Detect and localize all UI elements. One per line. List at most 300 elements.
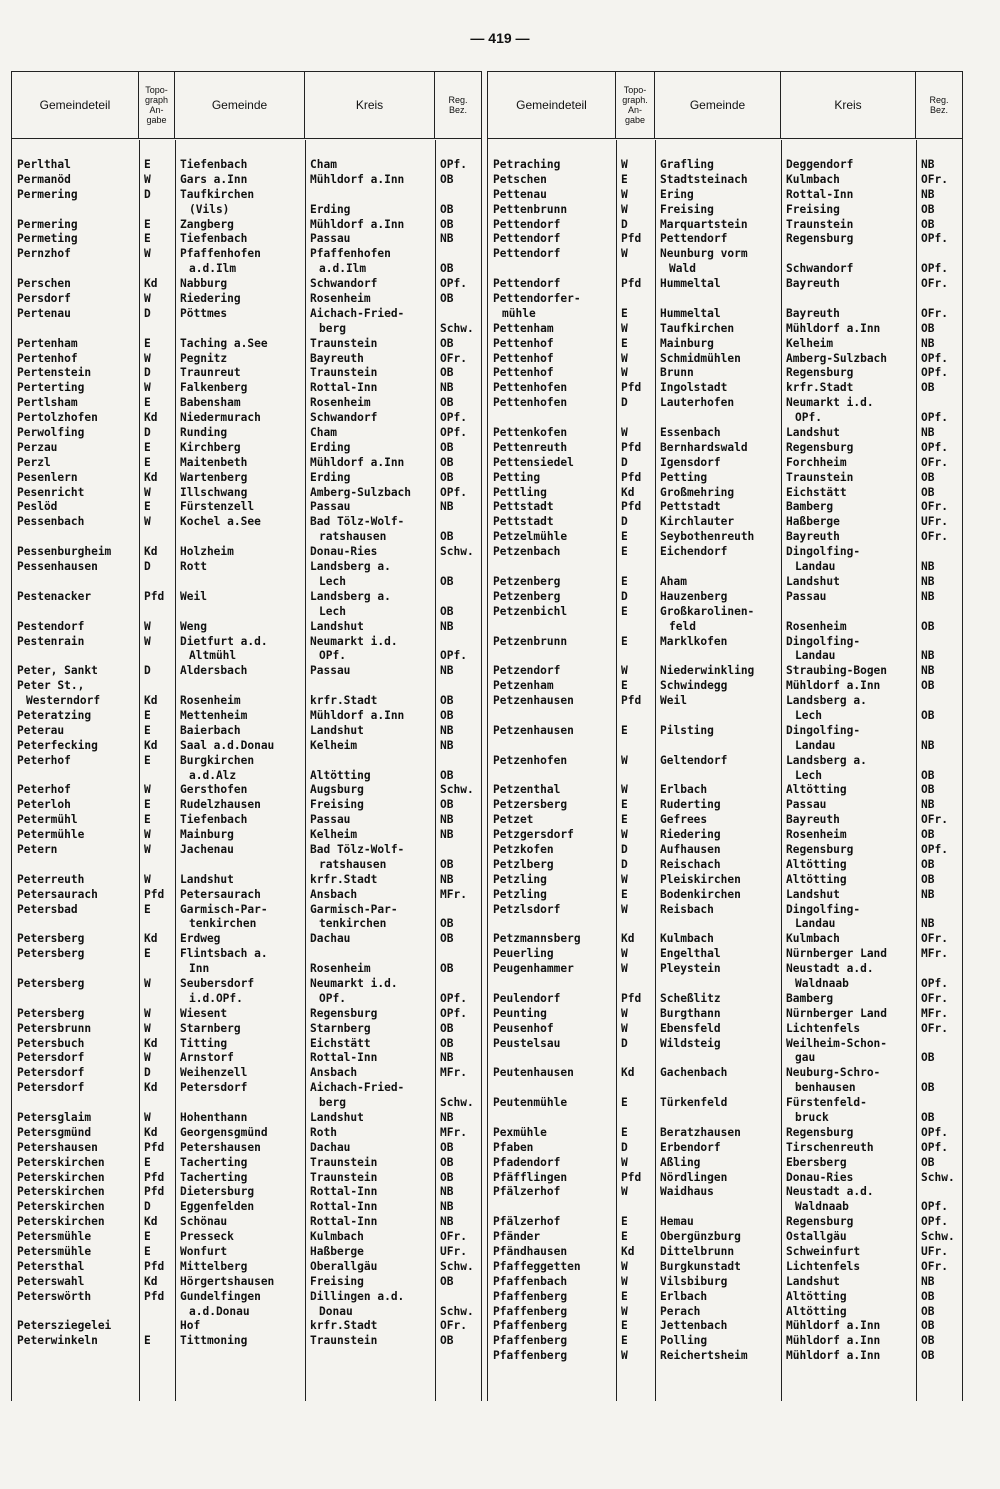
left-table-header [12, 72, 481, 139]
cell-regbez: NB [440, 828, 454, 842]
table-row [488, 1007, 962, 1022]
cell-topo: Kd [144, 1036, 158, 1050]
cell-topo: W [144, 976, 151, 990]
cell-regbez: MFr. [921, 1006, 948, 1020]
cell-gemeinde: Petersdorf [180, 1081, 248, 1095]
cell-regbez: OPf. [921, 232, 948, 246]
cell-gemeinde: Dietfurt a.d. [180, 634, 268, 648]
cell-kreis: Schwandorf [310, 411, 378, 425]
cell-gemeinde [655, 917, 781, 932]
table-row [12, 873, 481, 888]
cell-kreis: Bad Tölz-Wolf- [310, 515, 405, 529]
cell-topo: W [621, 1021, 628, 1035]
cell-kreis: Roth [310, 1125, 337, 1139]
cell-gemeindeteil: Petzlberg [493, 857, 554, 871]
cell-gemeindeteil: Perwolfing [17, 426, 85, 440]
cell-topo [616, 917, 655, 932]
cell-gemeindeteil: Permanöd [17, 172, 71, 186]
cell-topo: W [621, 366, 628, 380]
cell-topo [616, 1081, 655, 1096]
cell-topo: E [621, 306, 628, 320]
cell-gemeindeteil: Pertenstein [17, 366, 92, 380]
cell-regbez: OB [440, 292, 454, 306]
cell-regbez: OB [440, 574, 454, 588]
cell-gemeinde [655, 1051, 781, 1066]
cell-gemeindeteil: Petraching [493, 158, 561, 171]
cell-kreis: ratshausen [319, 857, 387, 871]
table-row [488, 441, 962, 456]
cell-gemeindeteil: Petersmühle [17, 1230, 92, 1244]
table-row [488, 1126, 962, 1141]
table-row [488, 322, 962, 337]
table-row [488, 858, 962, 873]
cell-gemeinde: Hof [180, 1319, 201, 1333]
cell-topo: E [621, 1334, 628, 1348]
cell-gemeinde: Kulmbach [660, 932, 714, 946]
cell-regbez: OFr. [921, 932, 948, 946]
cell-regbez: UFr. [440, 1245, 467, 1259]
table-row [12, 1051, 481, 1066]
cell-gemeindeteil: Pfaffenberg [493, 1289, 568, 1303]
table-row [12, 798, 481, 813]
cell-gemeinde: Schmidmühlen [660, 351, 741, 365]
cell-kreis: Passau [310, 664, 351, 678]
cell-kreis: Bayreuth [310, 351, 364, 365]
cell-gemeindeteil: Pettenham [493, 321, 554, 335]
cell-gemeinde: Burgthann [660, 1006, 721, 1020]
table-row [12, 635, 481, 650]
cell-gemeinde: Bodenkirchen [660, 887, 741, 901]
cell-regbez: MFr. [440, 887, 467, 901]
left-table [11, 71, 482, 1401]
cell-gemeindeteil: Petersbrunn [17, 1021, 92, 1035]
cell-regbez: OB [440, 262, 454, 276]
cell-topo: D [144, 366, 151, 380]
cell-gemeinde: Saal a.d.Donau [180, 738, 275, 752]
cell-gemeinde: Hemau [660, 1215, 694, 1229]
table-row [488, 888, 962, 903]
cell-regbez [916, 635, 962, 650]
cell-gemeindeteil: Peterau [17, 723, 65, 737]
cell-topo: Kd [144, 470, 158, 484]
table-row [12, 843, 481, 858]
table-row [12, 1230, 481, 1245]
cell-regbez: NB [440, 1051, 454, 1065]
table-row [488, 560, 962, 575]
cell-gemeindeteil: Petersgmünd [17, 1125, 92, 1139]
cell-gemeindeteil: Peter St., [17, 679, 85, 693]
cell-gemeindeteil: Westerndorf [26, 694, 101, 708]
cell-topo: Pfd [144, 887, 165, 901]
table-row [12, 917, 481, 932]
cell-topo: D [144, 426, 151, 440]
table-row [12, 1260, 481, 1275]
cell-gemeindeteil: Pettenhof [493, 336, 554, 350]
cell-gemeinde: Schönau [180, 1215, 228, 1229]
cell-regbez: OPf. [921, 440, 948, 454]
cell-gemeindeteil [12, 575, 139, 590]
cell-topo [616, 560, 655, 575]
cell-regbez: OB [921, 202, 935, 216]
cell-regbez: OPf. [921, 351, 948, 365]
table-row [488, 917, 962, 932]
cell-topo: W [144, 842, 151, 856]
cell-gemeindeteil: Petzenham [493, 679, 554, 693]
cell-topo [616, 1051, 655, 1066]
cell-gemeindeteil [488, 1051, 616, 1066]
cell-gemeinde: Riedering [180, 292, 241, 306]
cell-gemeindeteil: Peterskirchen [17, 1200, 105, 1214]
cell-gemeindeteil: Petzenberg [493, 574, 561, 588]
cell-topo: W [144, 485, 151, 499]
table-row [12, 203, 481, 218]
cell-gemeinde: Seubersdorf [180, 976, 255, 990]
cell-gemeinde: feld [669, 619, 696, 633]
cell-topo: Kd [621, 485, 635, 499]
cell-gemeindeteil: Petzenthal [493, 783, 561, 797]
table-row [12, 500, 481, 515]
cell-gemeindeteil: Peterhof [17, 753, 71, 767]
cell-gemeinde [655, 1081, 781, 1096]
cell-gemeinde: Großmehring [660, 485, 735, 499]
cell-gemeindeteil [12, 605, 139, 620]
table-row [488, 947, 962, 962]
cell-topo: E [144, 396, 151, 410]
cell-gemeinde: Kochel a.See [180, 515, 261, 529]
cell-kreis: Kulmbach [786, 932, 840, 946]
left-column-divider [139, 140, 140, 1401]
cell-gemeinde: Garmisch-Par- [180, 902, 268, 916]
cell-gemeinde: Tittmoning [180, 1334, 248, 1348]
table-row [488, 620, 962, 635]
cell-kreis: Lech [795, 768, 822, 782]
cell-kreis: Kulmbach [786, 172, 840, 186]
cell-regbez: Schw. [440, 1259, 474, 1273]
table-row [12, 515, 481, 530]
cell-regbez [916, 396, 962, 411]
cell-topo: W [621, 828, 628, 842]
cell-gemeindeteil: Petersdorf [17, 1066, 85, 1080]
cell-gemeindeteil: Pfaben [493, 1140, 534, 1154]
cell-gemeinde: Titting [180, 1036, 228, 1050]
cell-gemeinde: Fürstenzell [180, 500, 255, 514]
cell-regbez: OB [440, 798, 454, 812]
cell-gemeindeteil [12, 962, 139, 977]
table-row [488, 1156, 962, 1171]
cell-regbez: OB [921, 1155, 935, 1169]
cell-gemeindeteil: Pertenau [17, 306, 71, 320]
table-row [12, 664, 481, 679]
cell-regbez: OB [440, 396, 454, 410]
cell-gemeinde [175, 679, 305, 694]
table-row [488, 1141, 962, 1156]
cell-kreis: Starnberg [310, 1021, 371, 1035]
table-row [12, 352, 481, 367]
cell-regbez: OB [921, 1304, 935, 1318]
table-row [12, 1290, 481, 1305]
cell-topo [139, 962, 175, 977]
cell-gemeindeteil [12, 649, 139, 664]
cell-gemeindeteil [12, 992, 139, 1007]
cell-kreis [305, 947, 435, 962]
cell-regbez: OB [921, 1349, 935, 1363]
cell-kreis: Landshut [310, 723, 364, 737]
table-row [488, 456, 962, 471]
cell-gemeindeteil: Petzenberg [493, 589, 561, 603]
table-row [12, 813, 481, 828]
cell-gemeinde: Perach [660, 1304, 701, 1318]
cell-kreis: Regensburg [786, 232, 854, 246]
cell-topo: Pfd [621, 470, 642, 484]
cell-kreis: Traunstein [310, 1334, 378, 1348]
cell-kreis: Weilheim-Schon- [786, 1036, 888, 1050]
cell-gemeinde: Erlbach [660, 783, 708, 797]
cell-topo: Kd [621, 1066, 635, 1080]
cell-gemeindeteil [12, 917, 139, 932]
cell-topo: W [144, 515, 151, 529]
cell-topo [616, 292, 655, 307]
cell-topo: Kd [144, 545, 158, 559]
cell-regbez: OB [921, 1081, 935, 1095]
cell-gemeinde: Jachenau [180, 842, 234, 856]
cell-kreis: OPf. [319, 649, 346, 663]
cell-regbez: OB [440, 1036, 454, 1050]
cell-gemeinde: Tiefenbach [180, 813, 248, 827]
cell-regbez [435, 977, 481, 992]
cell-gemeinde: Weihenzell [180, 1066, 248, 1080]
cell-regbez [435, 1290, 481, 1305]
cell-gemeinde [655, 1200, 781, 1215]
cell-topo: W [621, 1274, 628, 1288]
cell-kreis: Ansbach [310, 1066, 358, 1080]
cell-gemeindeteil: Pertenham [17, 336, 78, 350]
cell-kreis: Neumarkt i.d. [786, 396, 874, 410]
cell-topo: W [621, 1155, 628, 1169]
cell-gemeinde: Burgkirchen [180, 753, 255, 767]
cell-kreis: Rottal-Inn [310, 1185, 378, 1199]
table-row [488, 798, 962, 813]
cell-gemeinde: Igensdorf [660, 455, 721, 469]
cell-regbez: OB [440, 1274, 454, 1288]
cell-regbez: OFr. [921, 991, 948, 1005]
table-row [12, 337, 481, 352]
table-row [488, 1230, 962, 1245]
cell-regbez: NB [921, 798, 935, 812]
cell-kreis [781, 292, 916, 307]
cell-gemeinde: Wildsteig [660, 1036, 721, 1050]
cell-kreis: Augsburg [310, 783, 364, 797]
cell-topo: W [621, 1304, 628, 1318]
cell-gemeindeteil: Petersaurach [17, 887, 98, 901]
cell-kreis: Eichstätt [310, 1036, 371, 1050]
cell-gemeindeteil: Peutenhausen [493, 1066, 574, 1080]
cell-gemeinde: Weil [660, 694, 687, 708]
cell-gemeindeteil [12, 858, 139, 873]
cell-topo: Pfd [621, 381, 642, 395]
cell-gemeindeteil: Persdorf [17, 292, 71, 306]
table-row [488, 1022, 962, 1037]
cell-gemeindeteil [488, 560, 616, 575]
cell-gemeinde: Pilsting [660, 723, 714, 737]
cell-kreis: Schwandorf [786, 262, 854, 276]
table-row [12, 1066, 481, 1081]
cell-gemeindeteil: Pesenlern [17, 470, 78, 484]
cell-regbez: UFr. [921, 515, 948, 529]
cell-gemeinde: Reisbach [660, 902, 714, 916]
cell-topo: W [621, 321, 628, 335]
cell-regbez: NB [921, 589, 935, 603]
cell-topo: E [621, 172, 628, 186]
cell-regbez: UFr. [921, 1245, 948, 1259]
cell-kreis: a.d.Ilm [319, 262, 367, 276]
cell-gemeinde: Nördlingen [660, 1170, 728, 1184]
cell-gemeindeteil: Petzkofen [493, 842, 554, 856]
cell-topo: E [144, 232, 151, 246]
cell-gemeinde [655, 649, 781, 664]
cell-regbez: OPf. [921, 842, 948, 856]
cell-gemeinde: Rott [180, 560, 207, 574]
cell-regbez: NB [440, 813, 454, 827]
table-row [12, 1156, 481, 1171]
cell-gemeinde: Hohenthann [180, 1111, 248, 1124]
table-row [12, 1037, 481, 1052]
cell-topo: E [621, 1230, 628, 1244]
cell-gemeinde: Großkarolinen- [660, 604, 755, 618]
cell-kreis: Freising [786, 202, 840, 216]
table-row [12, 411, 481, 426]
cell-topo: D [144, 1200, 151, 1214]
cell-kreis: Kelheim [786, 336, 834, 350]
cell-gemeindeteil: Petersbuch [17, 1036, 85, 1050]
right-header-topo: Topo- graph. An- gabe [616, 72, 655, 138]
cell-gemeindeteil: Pettenreuth [493, 440, 568, 454]
cell-topo: W [621, 426, 628, 440]
table-row [488, 1051, 962, 1066]
table-row [12, 590, 481, 605]
cell-kreis: Traunstein [310, 336, 378, 350]
cell-gemeindeteil: Pestenrain [17, 634, 85, 648]
cell-kreis: Neuburg-Schro- [786, 1066, 881, 1080]
table-row [12, 575, 481, 590]
table-row [12, 754, 481, 769]
cell-kreis: Landsberg a. [786, 694, 867, 708]
cell-gemeindeteil [488, 977, 616, 992]
cell-gemeinde [175, 858, 305, 873]
cell-gemeindeteil: Permeting [17, 232, 78, 246]
cell-gemeinde: Kirchlauter [660, 515, 735, 529]
cell-kreis: OPf. [795, 411, 822, 425]
cell-topo: Kd [144, 1081, 158, 1095]
table-row [12, 277, 481, 292]
cell-gemeindeteil: Petzlsdorf [493, 902, 561, 916]
cell-regbez [916, 1185, 962, 1200]
cell-regbez [435, 635, 481, 650]
table-row [12, 977, 481, 992]
table-row [12, 396, 481, 411]
cell-regbez: OFr. [440, 1319, 467, 1333]
cell-kreis: Mühldorf a.Inn [310, 455, 405, 469]
cell-regbez: OFr. [921, 1021, 948, 1035]
cell-regbez: MFr. [440, 1066, 467, 1080]
cell-topo: D [144, 187, 151, 201]
cell-gemeindeteil: Peterloh [17, 798, 71, 812]
cell-kreis: Altötting [310, 768, 371, 782]
cell-topo [139, 605, 175, 620]
cell-kreis: OPf. [319, 991, 346, 1005]
cell-gemeindeteil: Pfaffenberg [493, 1319, 568, 1333]
cell-gemeindeteil [488, 1111, 616, 1126]
cell-kreis: Altötting [786, 783, 847, 797]
cell-gemeindeteil: Petersglaim [17, 1111, 92, 1124]
table-row [12, 307, 481, 322]
table-row [12, 560, 481, 575]
cell-regbez: OFr. [921, 277, 948, 291]
cell-topo: D [621, 589, 628, 603]
table-row [488, 337, 962, 352]
cell-gemeindeteil: Petzelmühle [493, 530, 568, 544]
cell-kreis: Erding [310, 440, 351, 454]
cell-topo [139, 262, 175, 277]
table-row [12, 769, 481, 784]
table-row [488, 352, 962, 367]
cell-regbez: OB [440, 440, 454, 454]
cell-regbez: OB [921, 708, 935, 722]
cell-topo: E [144, 336, 151, 350]
cell-kreis: Passau [786, 798, 827, 812]
cell-gemeinde: Gundelfingen [180, 1289, 261, 1303]
table-row [488, 843, 962, 858]
table-row [12, 649, 481, 664]
cell-kreis: berg [319, 321, 346, 335]
cell-topo: D [144, 664, 151, 678]
cell-topo: D [621, 396, 628, 410]
cell-regbez: Schw. [440, 783, 474, 797]
table-row [488, 1185, 962, 1200]
table-row [488, 694, 962, 709]
cell-regbez: OB [921, 828, 935, 842]
cell-kreis: berg [319, 1096, 346, 1110]
cell-gemeindeteil: Petersziegelei [17, 1319, 112, 1333]
cell-regbez: OPf. [440, 426, 467, 440]
cell-gemeindeteil [488, 1081, 616, 1096]
left-table-rows [12, 158, 481, 1349]
cell-topo: W [621, 1006, 628, 1020]
table-row [12, 292, 481, 307]
cell-kreis: Neustadt a.d. [786, 962, 874, 976]
cell-gemeinde: Engelthal [660, 947, 721, 961]
cell-regbez: OFr. [440, 1230, 467, 1244]
table-row [488, 515, 962, 530]
cell-topo [139, 679, 175, 694]
cell-gemeinde: Baierbach [180, 723, 241, 737]
cell-regbez: OFr. [921, 530, 948, 544]
cell-gemeinde: Weil [180, 589, 207, 603]
cell-gemeinde: Tiefenbach [180, 158, 248, 171]
table-row [488, 411, 962, 426]
cell-gemeinde: Eichendorf [660, 545, 728, 559]
cell-regbez: NB [440, 738, 454, 752]
cell-gemeindeteil: Pesenricht [17, 485, 85, 499]
table-row [488, 679, 962, 694]
cell-topo [616, 411, 655, 426]
cell-topo [616, 262, 655, 277]
table-row [12, 858, 481, 873]
cell-regbez: Schw. [440, 545, 474, 559]
cell-regbez: OB [440, 604, 454, 618]
cell-regbez [435, 560, 481, 575]
cell-topo: E [621, 798, 628, 812]
table-row [488, 903, 962, 918]
